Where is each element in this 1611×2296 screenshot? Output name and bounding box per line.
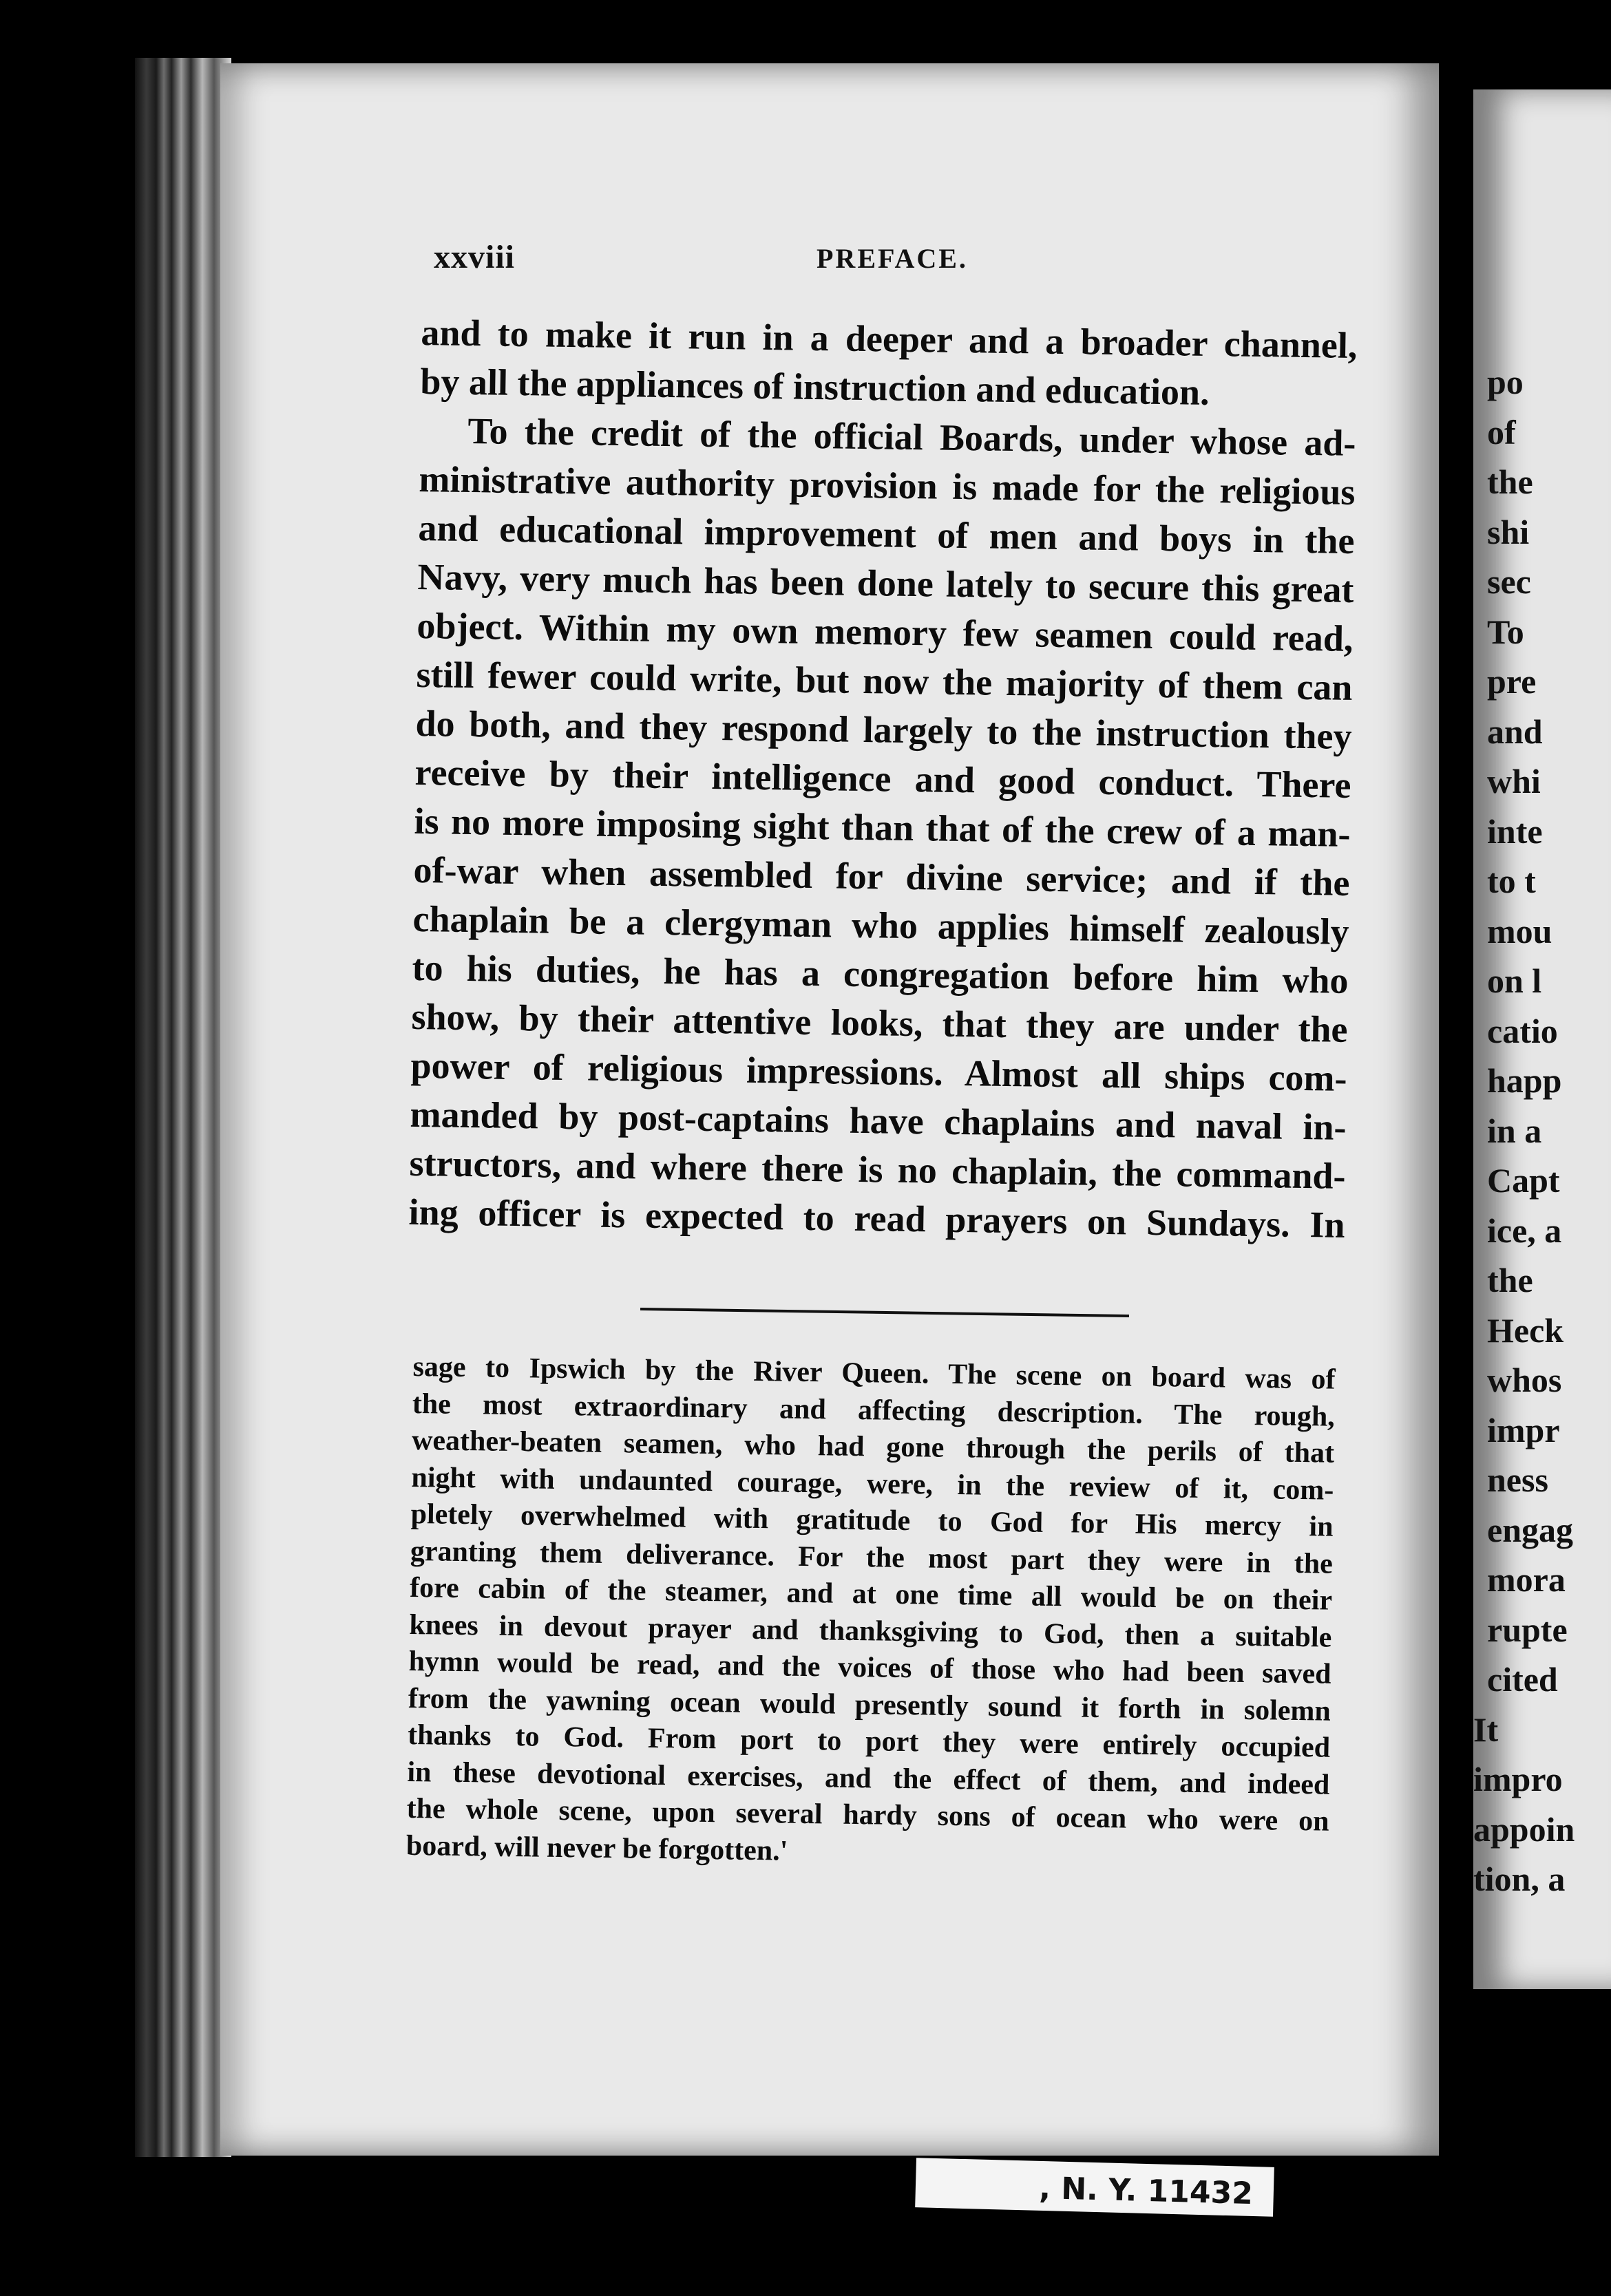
text-line: to his duties, he has a congregation before him who bbox=[412, 946, 1349, 1001]
footnote-line: the whole scene, upon several hardy sons of ocean who were on bbox=[406, 1792, 1329, 1838]
facing-page-fragment: whi bbox=[1487, 762, 1541, 800]
footnote bbox=[406, 1349, 1336, 1878]
footnote-line: knees in devout prayer and thanksgiving to God, then a suitable bbox=[409, 1608, 1332, 1654]
footnote-line: granting them deliverance. For the most part they were in the bbox=[410, 1535, 1334, 1580]
book-spine-edge bbox=[135, 58, 231, 2157]
facing-page-fragment: mora bbox=[1487, 1560, 1566, 1599]
facing-page-fragment: inte bbox=[1487, 811, 1543, 851]
facing-page-fragment: It bbox=[1473, 1710, 1499, 1749]
body-text bbox=[408, 308, 1358, 1250]
facing-page-fragment: the bbox=[1487, 1261, 1533, 1299]
footnote-line: weather-beaten seamen, who had gone through the perils of that bbox=[411, 1424, 1335, 1469]
text-line: structors, and where there is no chaplain, the command- bbox=[409, 1142, 1346, 1197]
text-line: is no more imposing sight than that of the crew of a man- bbox=[414, 800, 1351, 855]
facing-page-fragment: appoin bbox=[1473, 1809, 1575, 1849]
text-line: still fewer could write, but now the majority of them can bbox=[416, 653, 1353, 708]
facing-page-fragment: of bbox=[1487, 412, 1516, 451]
facing-page-fragment: po bbox=[1487, 363, 1524, 401]
facing-page-fragment: happ bbox=[1487, 1061, 1562, 1100]
text-line: chaplain be a clergyman who applies himself zealously bbox=[412, 897, 1349, 953]
facing-page-fragment: rupte bbox=[1487, 1610, 1568, 1649]
footnote-line: from the yawning ocean would presently sound it forth in solemn bbox=[408, 1682, 1331, 1728]
footnote-line: fore cabin of the steamer, and at one time all would be on their bbox=[409, 1571, 1333, 1617]
text-line: receive by their intelligence and good conduct. There bbox=[414, 751, 1351, 806]
text-line: by all the appliances of instruction and education. bbox=[420, 360, 1210, 413]
footnote-line: in these devotional exercises, and the effect of them, and indeed bbox=[407, 1756, 1330, 1801]
footnote-line: pletely overwhelmed with gratitude to God for His mercy in bbox=[410, 1498, 1334, 1543]
facing-page-fragment: cited bbox=[1487, 1660, 1558, 1699]
text-line: To the credit of the official Boards, under whose ad- bbox=[467, 410, 1356, 464]
page-header bbox=[434, 238, 1377, 279]
facing-page-fragment: sec bbox=[1487, 562, 1531, 601]
facing-page-fragment: pre bbox=[1487, 662, 1537, 701]
facing-page-fragment: and bbox=[1487, 712, 1543, 751]
facing-page-fragment: engag bbox=[1487, 1510, 1573, 1549]
text-line: show, by their attentive looks, that they are under the bbox=[411, 995, 1348, 1050]
facing-page-fragment: in a bbox=[1487, 1111, 1542, 1150]
text-line: manded by post-captains have chaplains and naval in- bbox=[410, 1093, 1347, 1148]
facing-page-fragment: the bbox=[1487, 463, 1533, 501]
facing-page-edge bbox=[1473, 89, 1611, 1989]
text-line: do both, and they respond largely to the instruction they bbox=[415, 702, 1352, 757]
text-line: and educational improvement of men and boys in the bbox=[418, 507, 1355, 562]
text-line: object. Within my own memory few seamen could read, bbox=[417, 604, 1354, 659]
facing-page-fragment: on l bbox=[1487, 961, 1542, 1000]
facing-page-fragment: To bbox=[1487, 612, 1524, 651]
facing-page-fragment: whos bbox=[1487, 1361, 1562, 1399]
facing-page-fragment: ice, a bbox=[1487, 1211, 1562, 1250]
text-line: ministrative authority provision is made for the religious bbox=[419, 458, 1356, 513]
facing-page-fragment: impr bbox=[1487, 1410, 1560, 1449]
facing-page-fragment: impro bbox=[1473, 1760, 1563, 1798]
facing-page-fragment: to t bbox=[1487, 862, 1536, 900]
facing-page-fragment: catio bbox=[1487, 1011, 1558, 1050]
text-line: of-war when assembled for divine service; and if the bbox=[413, 849, 1350, 904]
library-stamp-text: , N. Y. 11432 bbox=[1038, 2170, 1254, 2212]
page-number: xxviii bbox=[434, 239, 516, 275]
footnote-line: night with undaunted courage, were, in the review of it, com- bbox=[411, 1461, 1334, 1507]
facing-page-fragment: tion, a bbox=[1473, 1860, 1566, 1898]
facing-page-fragment: shi bbox=[1487, 512, 1530, 551]
text-line: power of religious impressions. Almost all ships com- bbox=[410, 1044, 1347, 1099]
facing-page-fragment: Heck bbox=[1487, 1310, 1564, 1350]
text-line: ing officer is expected to read prayers on Sundays. In bbox=[408, 1191, 1345, 1246]
facing-page-fragment: ness bbox=[1487, 1460, 1548, 1499]
footnote-line: board, will never be forgotten.' bbox=[406, 1829, 788, 1867]
footnote-line: the most extraordinary and affecting description. The rough, bbox=[412, 1388, 1336, 1433]
footnote-line: sage to Ipswich by the River Queen. The scene on board was of bbox=[412, 1350, 1336, 1396]
footnote-line: thanks to God. From port to port they were entirely occupied bbox=[407, 1719, 1331, 1764]
text-line: and to make it run in a deeper and a broader channel, bbox=[421, 311, 1358, 366]
footnote-line: hymn would be read, and the voices of those who had been saved bbox=[408, 1645, 1331, 1690]
library-stamp bbox=[915, 2158, 1274, 2217]
running-head: PREFACE. bbox=[817, 243, 968, 274]
facing-page-fragment: Capt bbox=[1487, 1161, 1560, 1200]
facing-page-fragment: mou bbox=[1487, 911, 1552, 950]
text-line: Navy, very much has been done lately to secure this great bbox=[417, 555, 1354, 610]
